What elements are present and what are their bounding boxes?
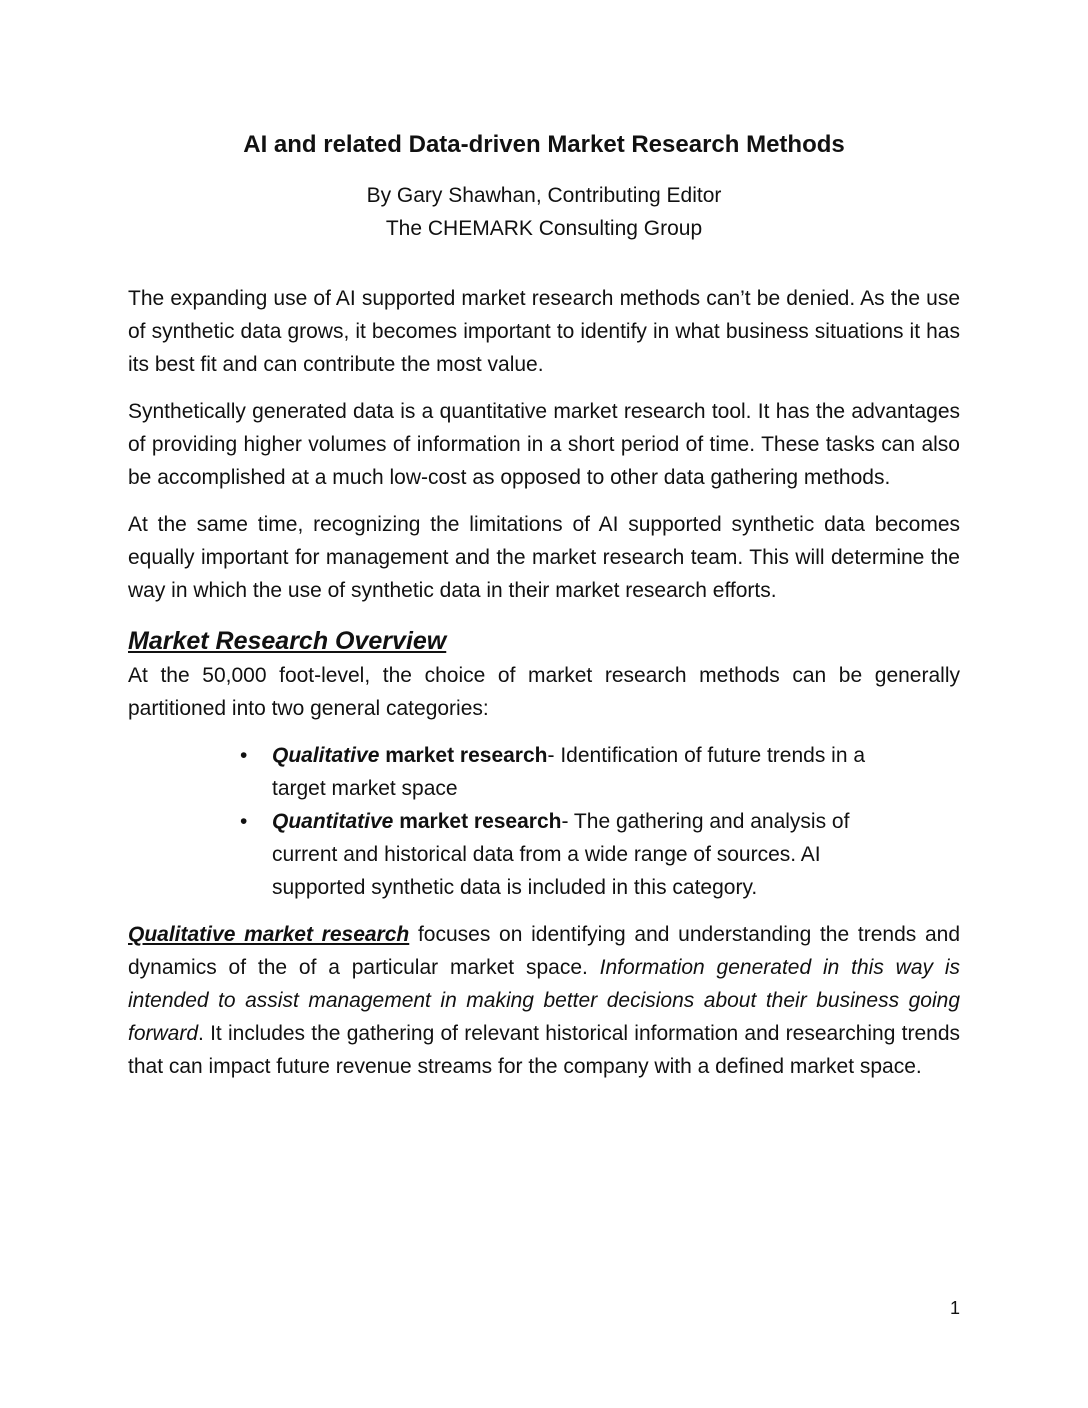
document-body bbox=[128, 282, 960, 1083]
list-item-term-italic: Qualitative bbox=[272, 744, 380, 767]
section-heading-market-research-overview: Market Research Overview bbox=[128, 627, 447, 655]
closing-paragraph-text-1: focuses on identifying and understanding the trends and dynamics of the of a particular market space. bbox=[128, 923, 960, 979]
list-item-term-italic: Quantitative bbox=[272, 810, 394, 833]
category-list bbox=[128, 739, 912, 904]
bullet-icon: • bbox=[240, 810, 248, 833]
list-item-term-bold: market research bbox=[379, 744, 548, 767]
byline-organization: The CHEMARK Consulting Group bbox=[385, 217, 703, 240]
intro-paragraph-2: Synthetically generated data is a quantitative market research tool. It has the advantages of providing higher volumes of information in a short period of time. These tasks can also be accomplished at a much low-cost as opposed to other data gathering methods. bbox=[128, 400, 960, 489]
overview-paragraph: At the 50,000 foot-level, the choice of market research methods can be generally partitioned into two general categories: bbox=[128, 664, 960, 720]
closing-paragraph-text-2: . It includes the gathering of relevant historical information and researching trends that can impact future revenue streams for the company with a defined market space. bbox=[128, 1022, 960, 1078]
document-title: AI and related Data-driven Market Research Methods bbox=[243, 131, 845, 158]
list-item bbox=[240, 805, 912, 904]
list-item-term-bold: market research bbox=[393, 810, 562, 833]
closing-paragraph-lead: Qualitative market research bbox=[128, 923, 410, 946]
byline-author: By Gary Shawhan, Contributing Editor bbox=[366, 184, 722, 207]
byline bbox=[128, 179, 960, 245]
page-number: 1 bbox=[949, 1298, 960, 1318]
list-item-text: - The gathering and analysis of current and historical data from a wide range of sources. AI supported synthetic data is included in this category. bbox=[272, 810, 850, 899]
intro-paragraph-3: At the same time, recognizing the limitations of AI supported synthetic data becomes equally important for management and the market research team. This will determine the way in which the use of synthetic data in their market research efforts. bbox=[128, 513, 960, 602]
closing-paragraph-italic: Information generated in this way is intended to assist management in making better decisions about their business going forward bbox=[128, 956, 960, 1045]
bullet-icon: • bbox=[240, 744, 248, 767]
list-item-text: - Identification of future trends in a target market space bbox=[272, 744, 866, 800]
closing-paragraph bbox=[128, 918, 960, 1083]
intro-paragraph-1: The expanding use of AI supported market research methods can’t be denied. As the use of synthetic data grows, it becomes important to identify in what business situations it has its best fit and can contribute the most value. bbox=[128, 287, 960, 376]
list-item bbox=[240, 739, 912, 805]
